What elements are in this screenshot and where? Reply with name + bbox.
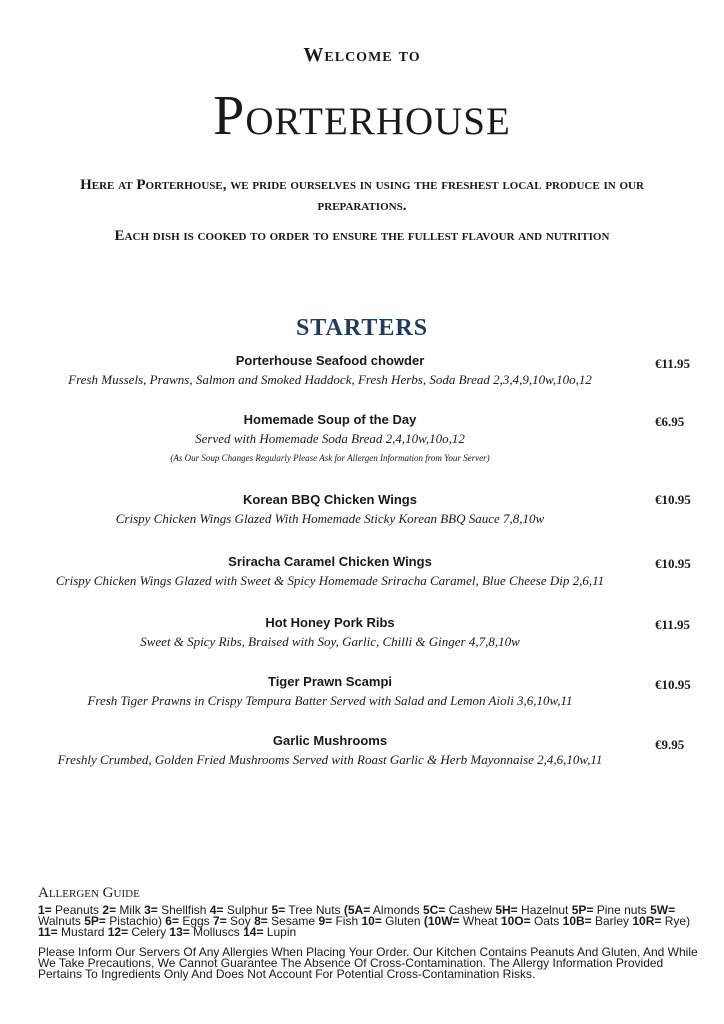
allergen-code-label: Celery (128, 925, 170, 939)
menu-item-name: Tiger Prawn Scampi (267, 674, 393, 689)
menu-item-name: Garlic Mushrooms (272, 733, 388, 748)
menu-item-note: (As Our Soup Changes Regularly Please Ask for Allergen Information from Your Server) (170, 453, 490, 463)
allergen-code-key: 5P= (84, 914, 106, 928)
allergen-info: Please Inform Our Servers Of Any Allergies When Placing Your Order. Our Kitchen Contains Peanuts And Gluten, And While We Take Precautions, We Cannot Guarantee The Absence Of Cross-Contamination. The Allergy Information Provided Pertains To Ingredients Only And Does Not Account For Potential Cross-Contamination Risks. (38, 945, 698, 981)
menu-item-description: Crispy Chicken Wings Glazed With Homemade Sticky Korean BBQ Sauce 7,8,10w (115, 511, 545, 526)
allergen-code-label: Soy (226, 914, 255, 928)
menu-item (20, 732, 640, 770)
menu-item-price: €10.95 (655, 677, 691, 692)
menu-item-price: €9.95 (655, 737, 685, 752)
allergen-code-label: Hazelnut (517, 903, 572, 917)
allergen-code-key: 10R= (632, 914, 662, 928)
allergen-code-key: (5A= (343, 903, 371, 917)
allergen-code-label: Pistachio) (105, 914, 166, 928)
allergen-code-key: 14= (243, 925, 264, 939)
allergen-code-label: Cashew (445, 903, 496, 917)
menu-item (20, 553, 640, 591)
allergen-code-label: Pine nuts (593, 903, 651, 917)
allergen-codes (38, 905, 698, 938)
allergen-code-label: Gluten (381, 914, 424, 928)
allergen-code-key: 9= (318, 914, 333, 928)
allergen-code-key: 4= (209, 903, 224, 917)
allergen-code-label: Barley (591, 914, 633, 928)
intro-text-cooked: Each dish is cooked to order to ensure the fullest flavour and nutrition (114, 228, 610, 244)
menu-item (20, 673, 640, 711)
menu-item-description: Served with Homemade Soda Bread 2,4,10w,10o,12 (195, 431, 465, 446)
menu-item-name: Hot Honey Pork Ribs (265, 615, 395, 630)
allergen-code-key: 5C= (422, 903, 446, 917)
allergen-code-label: Almonds (370, 903, 423, 917)
allergen-code-label: Eggs (178, 914, 214, 928)
menu-item (20, 614, 640, 652)
menu-item-price: €10.95 (655, 556, 691, 571)
allergen-code-label: Peanuts (51, 903, 103, 917)
allergen-code-label: Sulphur (223, 903, 272, 917)
allergen-code-label: Shellfish (157, 903, 210, 917)
allergen-code-key: 11= (38, 925, 58, 939)
welcome-heading: Welcome to (303, 44, 421, 66)
menu-item-price: €10.95 (655, 492, 691, 507)
allergen-code-key: 2= (102, 903, 117, 917)
menu-item-name: Korean BBQ Chicken Wings (243, 492, 417, 507)
menu-item (20, 411, 640, 465)
menu-item-price: €11.95 (655, 356, 691, 371)
allergen-code-label: Sesame (267, 914, 319, 928)
allergen-code-key: 8= (254, 914, 268, 928)
menu-item-price: €11.95 (655, 617, 691, 632)
allergen-code-key: 13= (169, 925, 190, 939)
menu-item-description: Crispy Chicken Wings Glazed with Sweet & Spicy Homemade Sriracha Caramel, Blue Cheese Dip 2,6,11 (55, 573, 605, 588)
allergen-guide (38, 885, 698, 981)
allergen-code-label: Milk (116, 903, 145, 917)
allergen-code-label: Molluscs (189, 925, 244, 939)
allergen-code-label: Rye) (661, 914, 691, 928)
allergen-code-key: 5= (271, 903, 286, 917)
menu-item-description: Fresh Mussels, Prawns, Salmon and Smoked Haddock, Fresh Herbs, Soda Bread 2,3,4,9,10w,10o,12 (68, 372, 592, 387)
allergen-code-key: 1= (38, 903, 52, 917)
menu-item (20, 491, 640, 529)
allergen-code-key: 10B= (562, 914, 592, 928)
allergen-code-key: 5W= (650, 903, 676, 917)
allergen-code-label: Oats (530, 914, 563, 928)
menu-item-description: Fresh Tiger Prawns in Crispy Tempura Batter Served with Salad and Lemon Aioli 3,6,10w,11 (87, 693, 573, 708)
allergen-code-key: (10W= (423, 914, 460, 928)
menu-item-name: Homemade Soup of the Day (243, 412, 417, 427)
allergen-code-key: 5H= (495, 903, 518, 917)
allergen-code-key: 5P= (571, 903, 594, 917)
allergen-code-label: Tree Nuts (285, 903, 344, 917)
allergen-code-label: Walnuts (38, 914, 85, 928)
allergen-code-label: Lupin (263, 925, 297, 939)
allergen-code-key: 3= (144, 903, 158, 917)
menu-item-name: Sriracha Caramel Chicken Wings (228, 554, 432, 569)
restaurant-name: Porterhouse (213, 85, 511, 147)
allergen-code-label: Fish (332, 914, 362, 928)
allergen-code-label: Wheat (459, 914, 501, 928)
menu-item-price: €6.95 (655, 414, 685, 429)
allergen-code-key: 12= (107, 925, 129, 939)
menu-item-description: Freshly Crumbed, Golden Fried Mushrooms Served with Roast Garlic & Herb Mayonnaise 2,4,6,10w,11 (57, 752, 603, 767)
allergen-code-key: 7= (213, 914, 227, 928)
section-title-starters: STARTERS (295, 315, 429, 341)
allergen-code-key: 6= (165, 914, 179, 928)
allergen-guide-title: Allergen Guide (38, 885, 140, 901)
allergen-code-key: 10= (361, 914, 382, 928)
allergen-code-label: Mustard (57, 925, 108, 939)
menu-item (20, 352, 640, 390)
menu-item-name: Porterhouse Seafood chowder (235, 353, 425, 368)
intro-text-produce: Here at Porterhouse, we pride ourselves in using the freshest local produce in our preparations. (80, 177, 644, 214)
menu-item-description: Sweet & Spicy Ribs, Braised with Soy, Garlic, Chilli & Ginger 4,7,8,10w (140, 634, 520, 649)
allergen-code-key: 10O= (500, 914, 531, 928)
